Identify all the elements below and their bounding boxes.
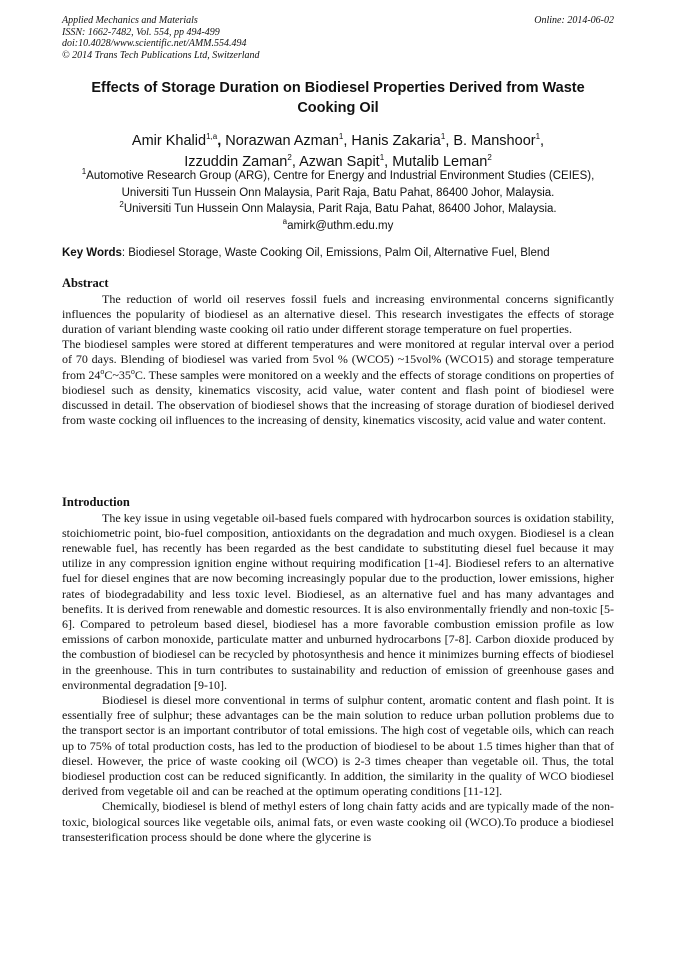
abstract-paragraph: The reduction of world oil reserves fossil fuels and increasing environmental concerns significantly influences the popularity of biodiesel as an alternative diesel. This research investigates the effects of storage duration of variant blending waste cooking oil ratio under different storage temperature on fuel properties. — [62, 291, 614, 336]
author-affil-mark: 1 — [379, 153, 385, 163]
author-name: Azwan Sapit — [299, 154, 380, 170]
keywords-label: Key Words — [62, 247, 122, 259]
copyright-line: © 2014 Trans Tech Publications Ltd, Switzerland — [62, 49, 260, 61]
affiliation-1: $^1$Automotive Research Group (ARG), Centre for Energy and Industrial Environment Studies (CEIES), Universiti Tun Hussein Onn Malaysia, Parit Raja, Batu Pahat, 86400 Johor, Malaysia. — [81, 167, 595, 199]
introduction-paragraph: The key issue in using vegetable oil-based fuels compared with hydrocarbon sources is oxidation stability, stoichiometric point, bio-fuel composition, antioxidants on the degradation and much oxygen. Biodiesel is a clean renewable fuel, has recently has been regarded as the best candidate to substituting diesel fuel because it may utilize in any compression ignition engine without requiring modification [1-4]. Biodiesel refers to an alternative fuel for diesel engines that are now becoming increasingly popular due to the production, lower emissions, higher rates of biodegradability and less toxic level. Biodiesel, as an alternative fuel and has many advantages and benefits. It is derived from renewable and domestic resources. It is also environmentally friendly and non-toxic [5-6]. Compared to petroleum based diesel, biodiesel has a more favorable combustion emission profile as low emissions of carbon monoxide, particulate matter and unburned hydrocarbons [7-8]. Carbon dioxide produced by the combustion of biodiesel can be recycled by photosynthesis and hence it minimizes burning effects of biodiesel in the greenhouse. This in turn contributes to sustainability and reduction of emission of greenhouse gases and environmental degradation [9-10]. — [62, 510, 614, 692]
journal-header — [62, 15, 614, 61]
author-name: B. Manshoor — [453, 133, 536, 149]
author-affil-mark: 2 — [487, 153, 492, 163]
author-affil-mark: 1 — [535, 132, 541, 142]
author-name: Mutalib Leman — [392, 154, 488, 170]
introduction-paragraph: Biodiesel is diesel more conventional in terms of sulphur content, aromatic content and flash point. It is essentially free of sulphur; these advantages can be the main solution to reduce urban pollution problems due to the transport sector is an important contributor of total emissions. The high cost of vegetable oils, which can reach up to 75% of total production costs, has led to the production of biodiesel to be about 1.5 times higher than that of diesel. However, the price of waste cooking oil (WCO) is 2-3 times cheaper than vegetable oil. Thus, the total biodiesel production cost can be reduced significantly. In addition, the similarity in the quality of WCO biodiesel derived from vegetable oil and can be reached at the optimum operating conditions [11-12]. — [62, 692, 614, 799]
journal-name: Applied Mechanics and Materials — [62, 15, 198, 26]
author-affil-mark: 1,a — [206, 132, 218, 142]
author-name: Hanis Zakaria — [351, 133, 441, 149]
author-email: $^a$amirk@uthm.edu.my — [282, 216, 394, 232]
affiliation-2: $^2$Universiti Tun Hussein Onn Malaysia, Parit Raja, Batu Pahat, 86400 Johor, Malaysia. — [119, 200, 557, 215]
introduction-section — [62, 495, 614, 845]
author-list: Amir Khalid$^{1,a}$, Norazwan Azman$^1$, Hanis Zakaria$^1$, B. Manshoor$^1$, Izzuddin Zaman$^2$, Azwan Sapit$^1$, Mutalib Leman$^2$ — [131, 132, 545, 170]
author-affil-mark: 1 — [440, 132, 446, 142]
author-affil-mark: 1 — [338, 132, 344, 142]
introduction-heading: Introduction — [62, 495, 130, 509]
issn-line: ISSN: 1662-7482, Vol. 554, pp 494-499 — [62, 26, 220, 38]
abstract-section — [62, 276, 614, 428]
author-name: Norazwan Azman — [225, 133, 339, 149]
affiliations — [62, 168, 614, 234]
author-name: Amir Khalid — [131, 133, 207, 149]
author-affil-mark: 2 — [287, 153, 292, 163]
paper-title: Effects of Storage Duration on Biodiesel Properties Derived from Waste Cooking Oil — [91, 80, 585, 116]
doi-line: doi:10.4028/www.scientific.net/AMM.554.494 — [62, 38, 247, 49]
abstract-heading: Abstract — [62, 276, 109, 290]
abstract-paragraph: The biodiesel samples were stored at different temperatures and were monitored at regular interval over a period of 70 days. Blending of biodiesel was varied from 5vol % (WCO5) ~15vol% (WCO15) and storage temperature from 24$^o$C~35$^o$C. These samples were monitored on a weekly and the effects of storage conditions on properties of biodiesel such as density, kinematics viscosity, acid value, water content and flash point of biodiesel were discussed in detail. The observation of biodiesel shows that the increasing of storage duration of biodiesel derived from waste cocking oil influences to the increasing of density, kinematics viscosity, acid value and water content. — [62, 337, 615, 428]
online-date: Online: 2014-06-02 — [534, 15, 614, 26]
author-name: Izzuddin Zaman — [184, 154, 288, 170]
keywords — [62, 245, 614, 261]
keywords-text: : Biodiesel Storage, Waste Cooking Oil, Emissions, Palm Oil, Alternative Fuel, Blend — [121, 247, 550, 259]
introduction-paragraph: Chemically, biodiesel is blend of methyl esters of long chain fatty acids and are typically made of the non-toxic, biological sources like vegetable oils, animal fats, or even waste cooking oil (WCO).To produce a biodiesel transesterification process should be done where the glycerine is — [62, 799, 614, 844]
